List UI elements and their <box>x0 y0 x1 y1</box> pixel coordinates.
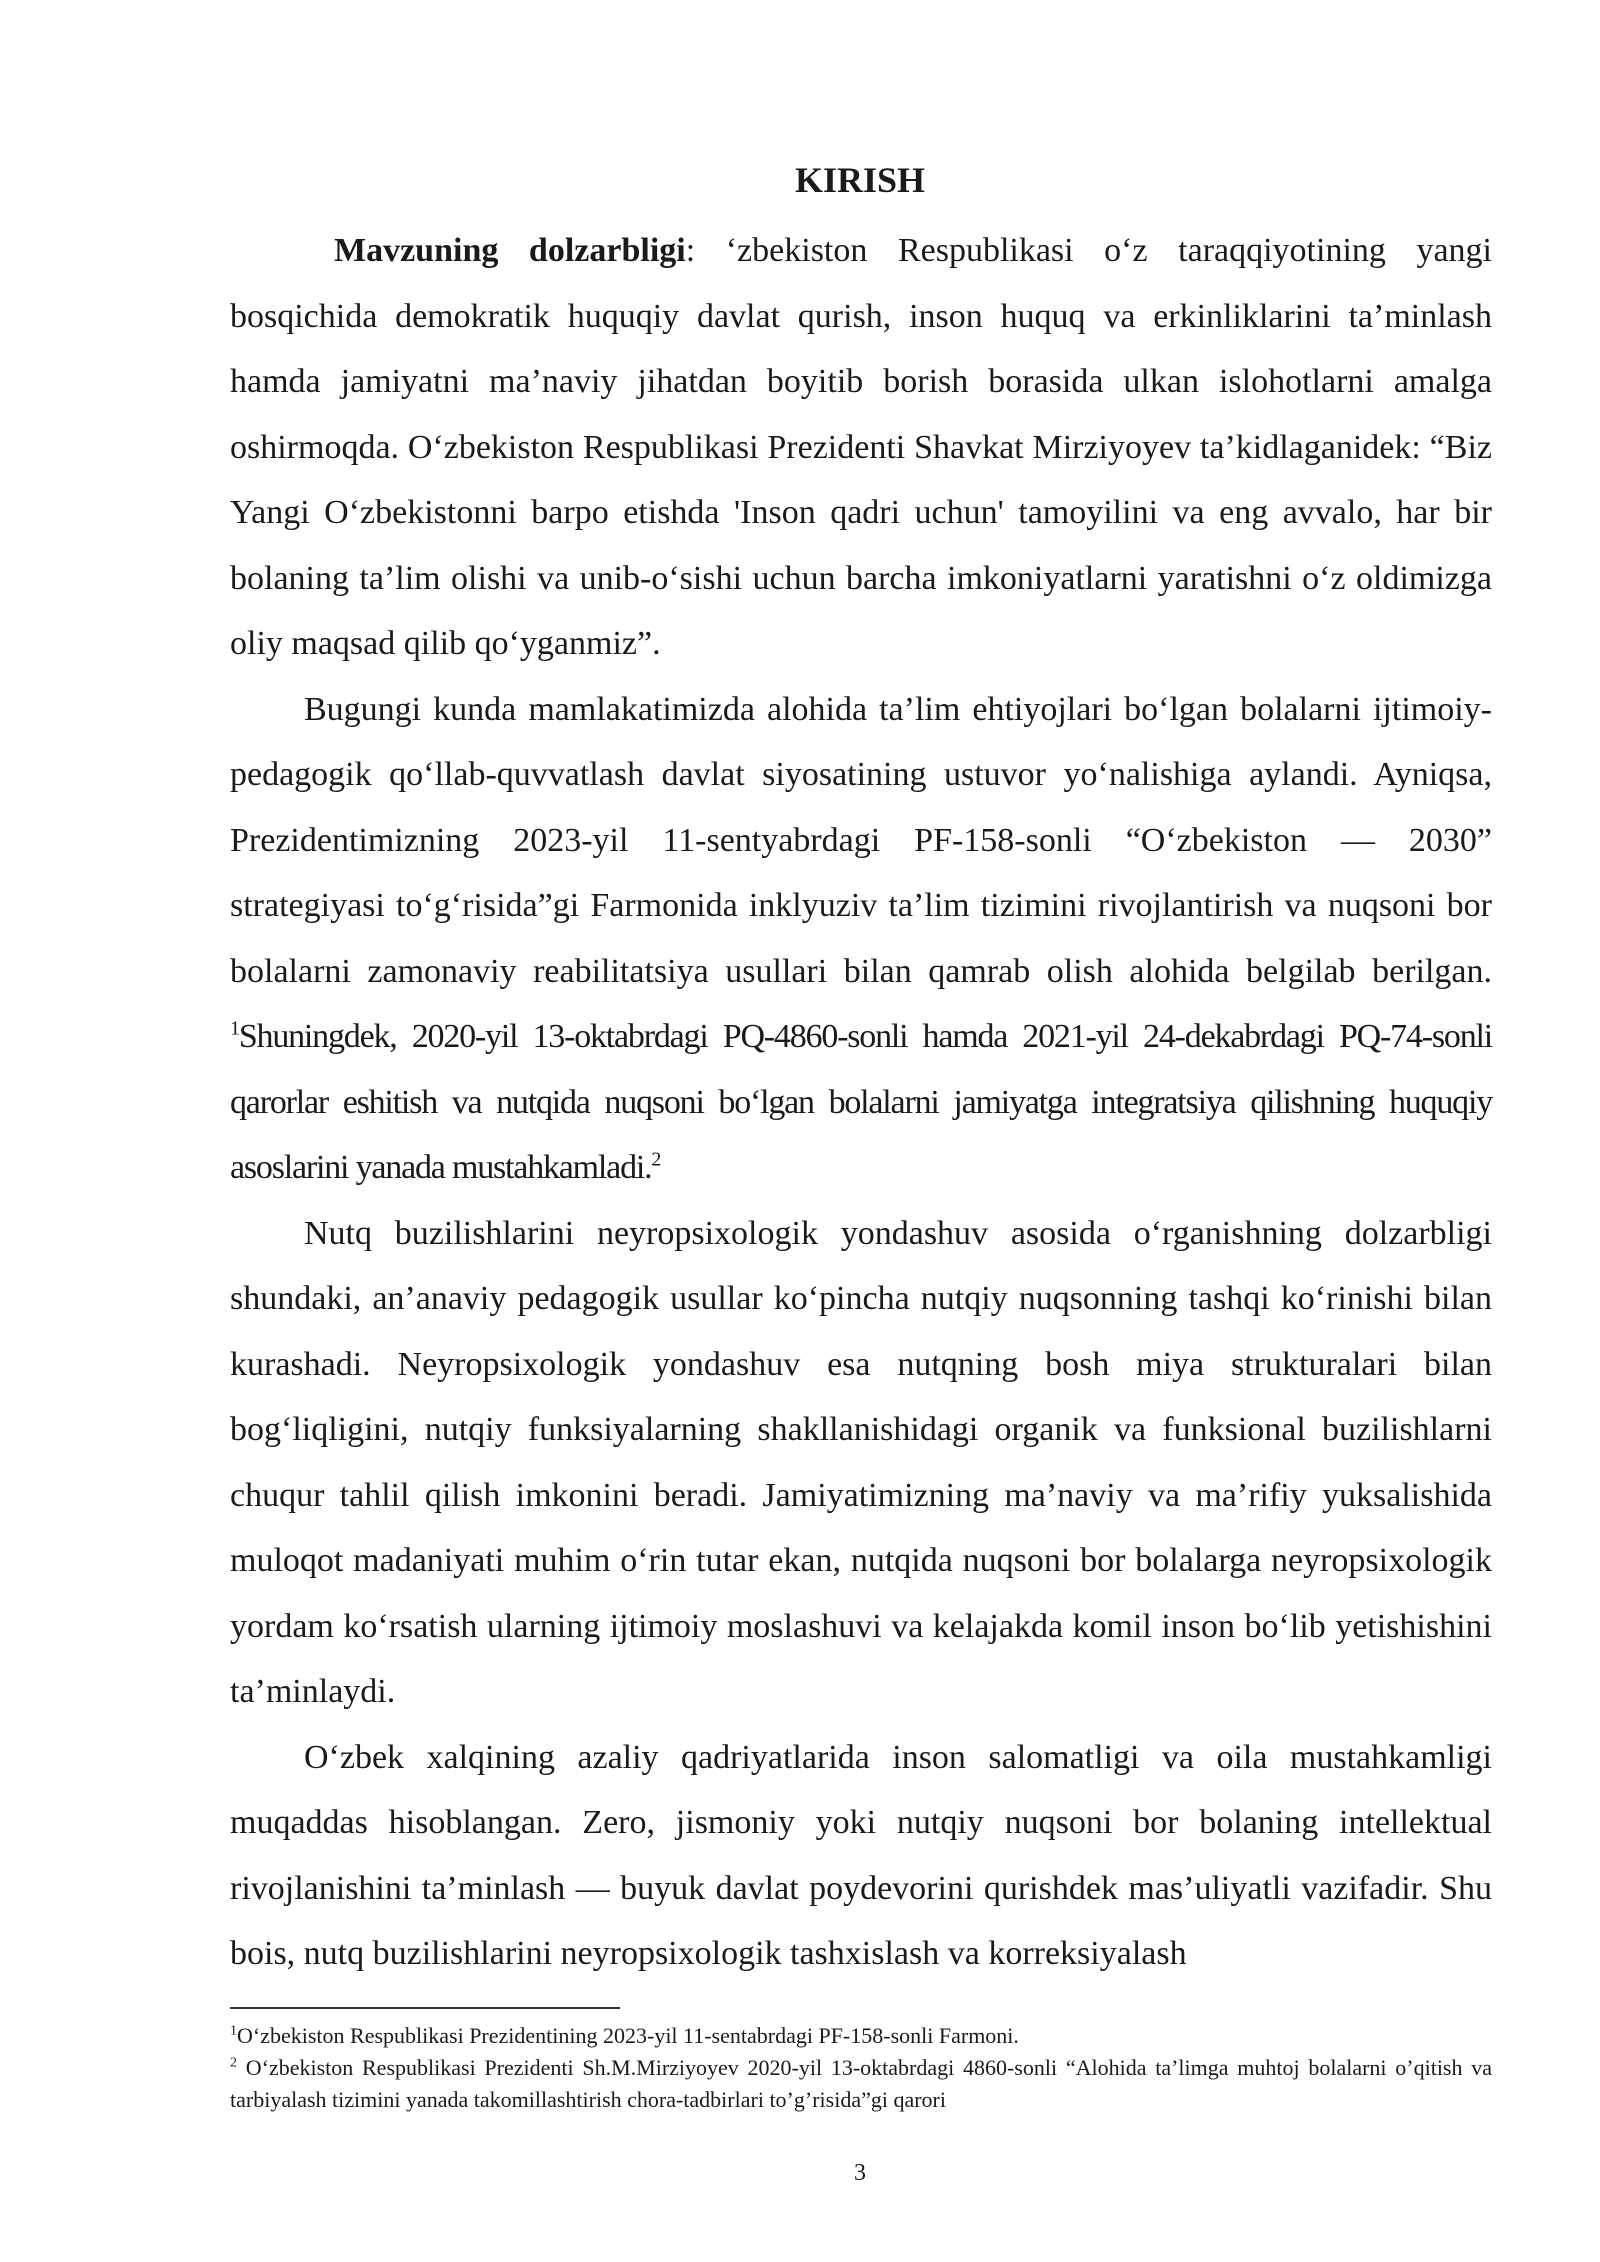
paragraph-neuro <box>230 1201 1492 1725</box>
footnote-1 <box>230 2020 1492 2052</box>
footnote-text-1: O‘zbekiston Respublikasi Prezidentining 2023-yil 11-sentabrdagi PF-158-sonli Farmoni. <box>237 2023 1019 2048</box>
values-text: O‘zbek xalqining azaliy qadriyatlarida inson salomatligi va oila mustahkamligi muqaddas hisoblangan. Zero, jismoniy yoki nutqiy nuqsoni bor bolaning intellektual rivojlanishini ta’minlash — buyuk davlat poydevorini qurishdek mas’uliyatli vazifadir. Shu bois, nutq buzilishlarini neyropsixologik tashxislash va korreksiyalash <box>230 1738 1492 1972</box>
paragraph-relevance <box>230 218 1492 677</box>
footnote-mark-2: 2 <box>230 2055 237 2071</box>
footnotes <box>230 2020 1492 2116</box>
relevance-text: : ‘zbekiston Respublikasi o‘z taraqqiyotining yangi bosqichida demokratik huquqiy davlat qurish, inson huquq va erkinliklarini ta’minlash hamda jamiyatni ma’naviy jihatdan boyitib borish borasida ulkan islohotlarni amalga oshirmoqda. O‘zbekiston Respublikasi Prezidenti Shavkat Mirziyoyev ta’kidlaganidek: “Biz Yangi O‘zbekistonni barpo etishda 'Inson qadri uchun' tamoyilini va eng avvalo, har bir bolaning ta’lim olishi va unib-o‘sishi uchun barcha imkoniyatlarni yaratishni o‘z oldimizga oliy maqsad qilib qo‘yganmiz”. <box>230 232 1493 662</box>
neuro-text: Nutq buzilishlarini neyropsixologik yondashuv asosida o‘rganishning dolzarbligi shundaki, an’anaviy pedagogik usullar ko‘pincha nutqiy nuqsonning tashqi ko‘rinishi bilan kurashadi. Neyropsixologik yondashuv esa nutqning bosh miya strukturalari bilan bog‘liqligini, nutqiy funksiyalarning shakllanishidagi organik va funksional buzilishlarni chuqur tahlil qilish imkonini beradi. Jamiyatimizning ma’naviy va ma’rifiy yuksalishida muloqot madaniyati muhim o‘rin tutar ekan, nutqida nuqsoni bor bolalarga neyropsixologik yordam ko‘rsatish ularning ijtimoiy moslashuvi va kelajakda komil inson bo‘lib yetishishini ta’minlaydi. <box>230 1214 1492 1710</box>
footnote-ref-2[interactable]: 2 <box>651 1148 662 1171</box>
policy-text-b: Shuningdek, 2020-yil 13-oktabrdagi PQ-4860-sonli hamda 2021-yil 24-dekabrdagi PQ-74-sonli qarorlar eshitish va nutqida nuqsoni bo‘lgan bolalarni jamiyatga integratsiya qilishning huquqiy asoslarini yanada mustahkamladi. <box>230 1018 1492 1186</box>
page-number: 3 <box>854 2160 866 2186</box>
paragraph-values <box>230 1725 1492 1987</box>
footnote-divider <box>230 2007 620 2009</box>
paragraph-policy <box>230 677 1492 1201</box>
relevance-lead: Mavzuning dolzarbligi <box>334 232 686 269</box>
section-title: KIRISH <box>794 160 926 200</box>
footnote-2 <box>230 2052 1492 2116</box>
policy-text-a: Bugungi kunda mamlakatimizda alohida ta’lim ehtiyojlari bo‘lgan bolalarni ijtimoiy-pedagogik qo‘llab-quvvatlash davlat siyosatining ustuvor yo‘nalishiga aylandi. Ayniqsa, Prezidentimizning 2023-yil 11-sentyabrdagi PF-158-sonli “O‘zbekiston — 2030” strategiyasi to‘g‘risida”gi Farmonida inklyuziv ta’lim tizimini rivojlantirish va nuqsoni bor bolalarni zamonaviy reabilitatsiya usullari bilan qamrab olish alohida belgilab berilgan. <box>230 690 1492 990</box>
footnote-mark-1: 1 <box>230 2023 237 2039</box>
body-text <box>230 218 1492 1987</box>
footnote-text-2: O‘zbekiston Respublikasi Prezidenti Sh.M.Mirziyoyev 2020-yil 13-oktabrdagi 4860-sonli “Alohida ta’limga muhtoj bolalarni o’qitish va tarbiyalash tizimini yanada takomillashtirish chora-tadbirlari to’g’risida”gi qarori <box>230 2055 1492 2112</box>
footnote-ref-1[interactable]: 1 <box>230 1017 239 1040</box>
